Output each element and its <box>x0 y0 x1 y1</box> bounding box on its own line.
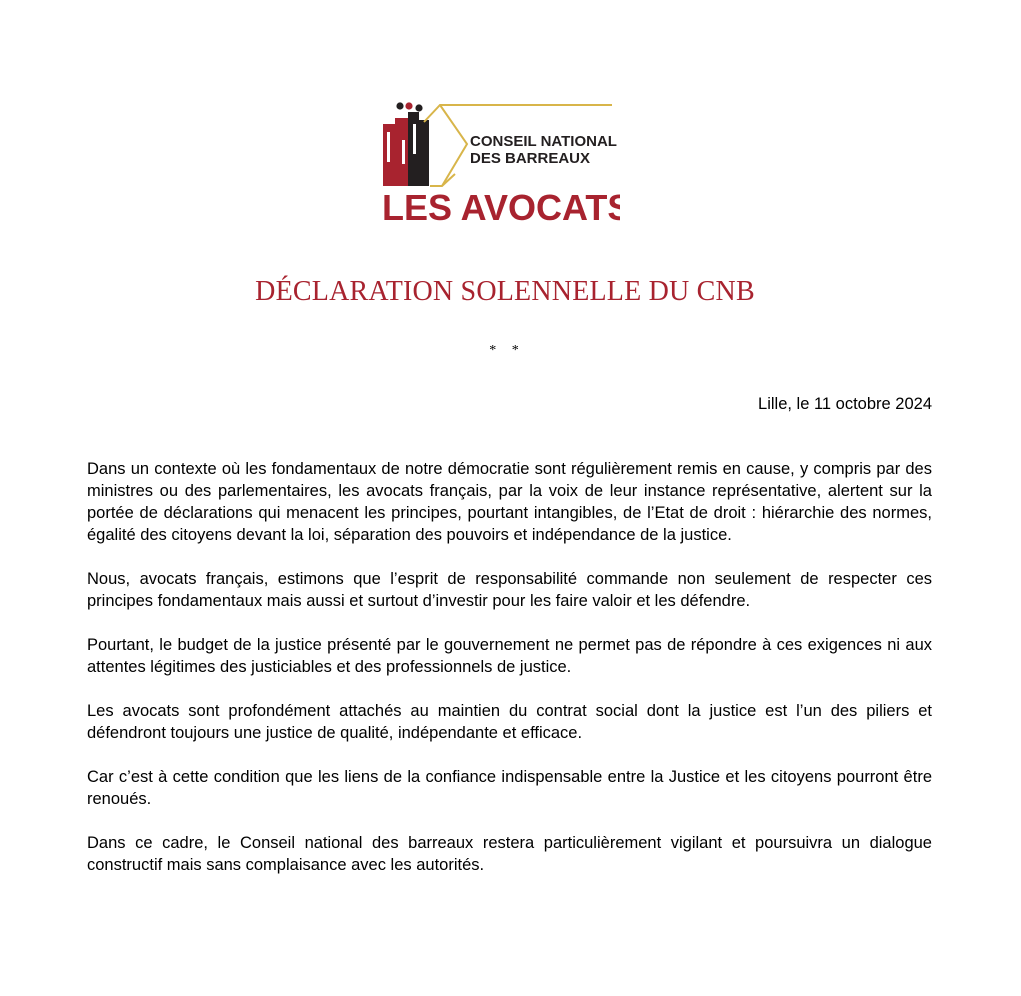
logo-line-2: DES BARREAUX <box>470 150 591 167</box>
document-date: Lille, le 11 octobre 2024 <box>758 395 932 413</box>
emblem-icon <box>383 102 429 186</box>
paragraph-6: Dans ce cadre, le Conseil national des barreaux restera particulièrement vigilant et poursuivra un dialogue constructif mais sans complaisance avec les autorités. <box>87 834 932 874</box>
paragraph-1: Dans un contexte où les fondamentaux de notre démocratie sont régulièrement remis en cause, y compris par des ministres ou des parlementaires, les avocats français, par la voix de leur instance représentative, alertent sur la portée de déclarations qui menacent les principes, pourtant intangibles, de l’Etat de droit : hiérarchie des normes, égalité des citoyens devant la loi, séparation des pouvoirs et indépendance de la justice. <box>87 460 932 544</box>
cnb-logo <box>380 100 620 230</box>
logo-line-3: LES AVOCATS <box>382 187 620 228</box>
document-body <box>87 458 932 898</box>
document-title: DÉCLARATION SOLENNELLE DU CNB <box>255 276 755 307</box>
logo-line-1: CONSEIL NATIONAL <box>470 133 617 150</box>
paragraph-3: Pourtant, le budget de la justice présenté par le gouvernement ne permet pas de répondre à ces exigences ni aux attentes légitimes des justiciables et des professionnels de justice. <box>87 636 932 676</box>
paragraph-5: Car c’est à cette condition que les liens de la confiance indispensable entre la Justice et les citoyens pourront être renoués. <box>87 768 932 808</box>
paragraph-2: Nous, avocats français, estimons que l’esprit de responsabilité commande non seulement de respecter ces principes fondamentaux mais aussi et surtout d’investir pour les faire valoir et les défendre. <box>87 570 932 610</box>
paragraph-4: Les avocats sont profondément attachés au maintien du contrat social dont la justice est l’un des piliers et défendront toujours une justice de qualité, indépendante et efficace. <box>87 702 932 742</box>
hexagon-frame-icon <box>424 105 612 122</box>
section-separator: * * <box>489 343 525 358</box>
